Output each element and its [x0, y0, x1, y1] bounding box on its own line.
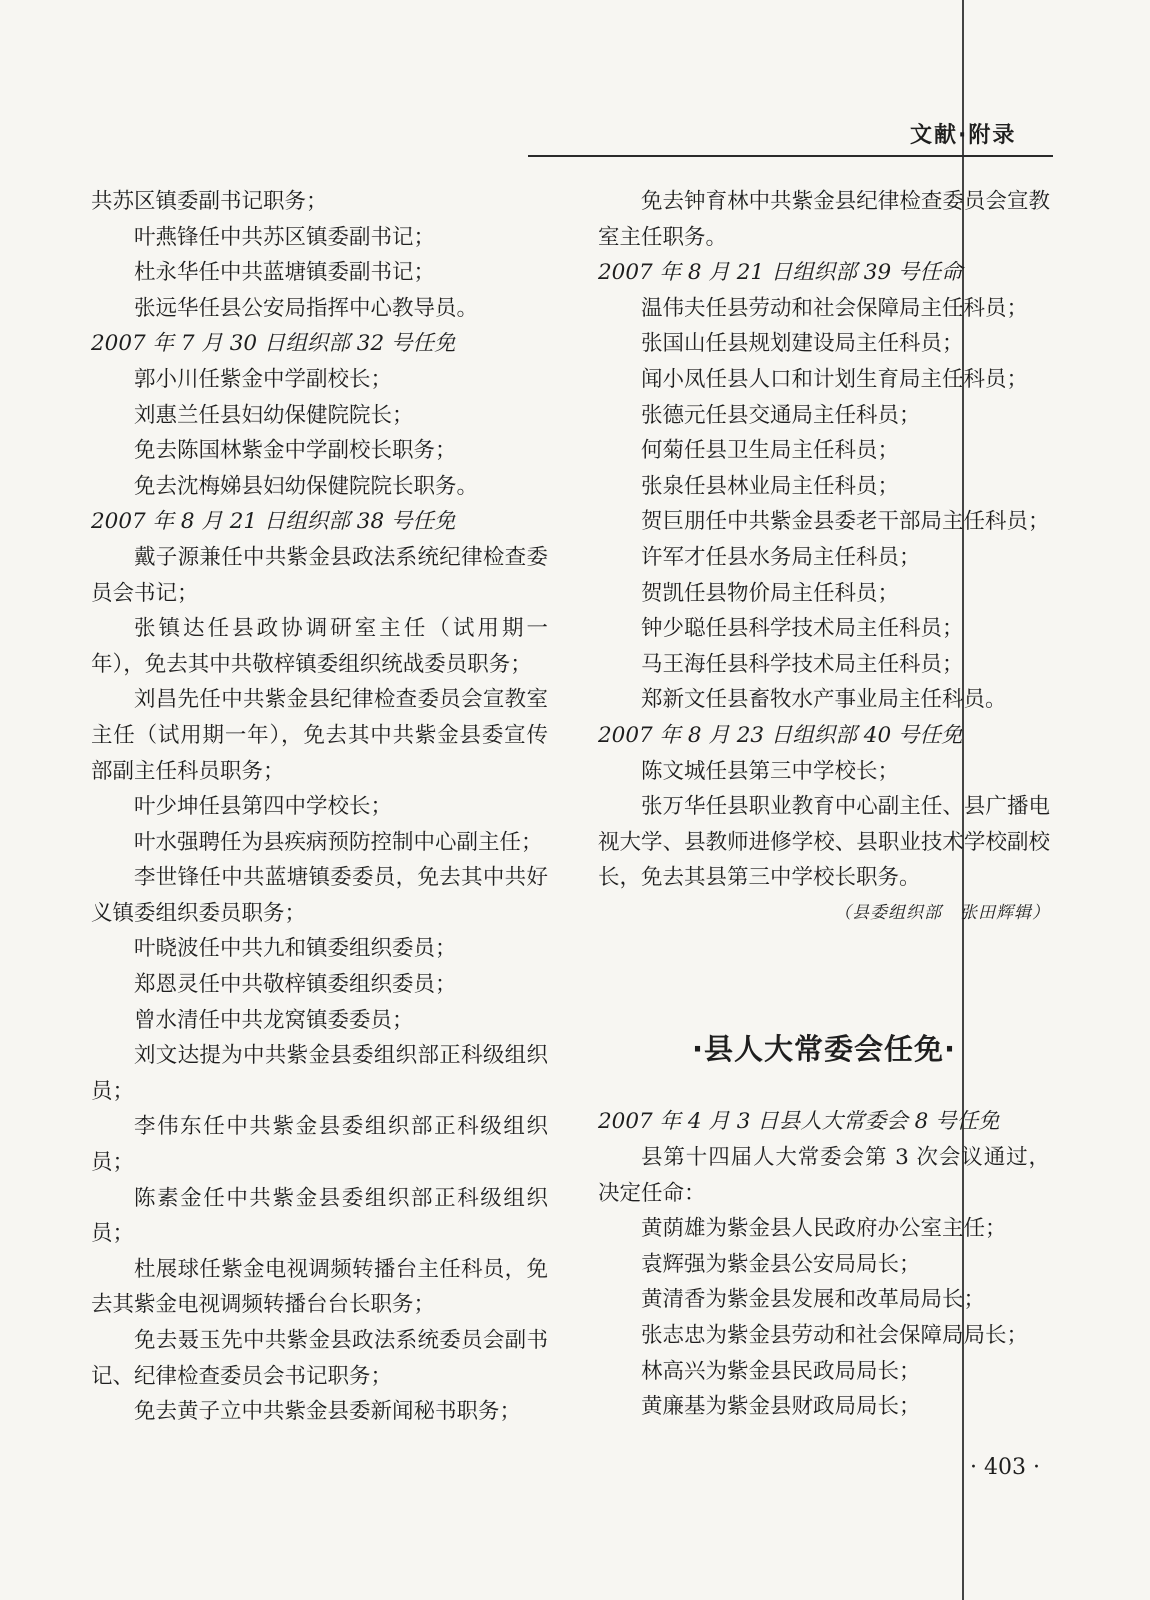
- appointment-paragraph: 何菊任县卫生局主任科员；: [641, 438, 900, 464]
- appointment-paragraph: 黄荫雄为紫金县人民政府办公室主任；: [641, 1216, 1007, 1242]
- appointment-paragraph: 张志忠为紫金县劳动和社会保障局局长；: [641, 1323, 1029, 1349]
- appointment-paragraph: 县第十四届人大常委会第 3 次会议通过，决定任命：: [598, 1145, 1050, 1206]
- order-heading: 2007 年 8 月 21 日组织部 39 号任命: [598, 260, 963, 286]
- appointment-paragraph: 林高兴为紫金县民政局局长；: [641, 1358, 921, 1384]
- section-title: ·县人大常委会任免·: [691, 1032, 957, 1067]
- appointment-paragraph: 免去聂玉先中共紫金县政法系统委员会副书记、纪律检查委员会书记职务；: [91, 1328, 548, 1389]
- appointment-paragraph: 刘昌先任中共紫金县纪律检查委员会宣教室主任（试用期一年），免去其中共紫金县委宣传部副主任科员职务；: [91, 687, 548, 784]
- order-heading: 2007 年 4 月 3 日县人大常委会 8 号任免: [598, 1109, 1000, 1135]
- appointment-paragraph: 郭小川任紫金中学副校长；: [134, 366, 393, 392]
- appointment-paragraph: 李伟东任中共紫金县委组织部正科级组织员；: [91, 1114, 548, 1176]
- appointment-paragraph: 陈文城任县第三中学校长；: [641, 758, 900, 784]
- appointment-paragraph: 叶水强聘任为县疾病预防控制中心副主任；: [134, 829, 543, 855]
- order-heading: 2007 年 7 月 30 日组织部 32 号任免: [91, 331, 456, 357]
- appointment-paragraph: 张国山任县规划建设局主任科员；: [641, 331, 964, 357]
- appointment-paragraph: 黄清香为紫金县发展和改革局局长；: [641, 1287, 986, 1313]
- appointment-paragraph: 刘惠兰任县妇幼保健院院长；: [134, 402, 414, 428]
- appointment-paragraph: 郑新文任县畜牧水产事业局主任科员。: [641, 687, 1007, 713]
- right-column: [598, 184, 1050, 1425]
- appointment-paragraph: 张万华任县职业教育中心副主任、县广播电视大学、县教师进修学校、县职业技术学校副校长，免去其县第三中学校长职务。: [598, 794, 1050, 891]
- appointment-paragraph: 张镇达任县政协调研室主任（试用期一年），免去其中共敬梓镇委组织统战委员职务；: [91, 616, 548, 677]
- left-column: [91, 184, 548, 1430]
- appointment-paragraph: 戴子源兼任中共紫金县政法系统纪律检查委员会书记；: [91, 544, 548, 606]
- appointment-paragraph: 刘文达提为中共紫金县委组织部正科级组织员；: [91, 1043, 548, 1104]
- continued-paragraph: 共苏区镇委副书记职务；: [91, 189, 328, 214]
- appointment-paragraph: 贺凯任县物价局主任科员；: [641, 580, 900, 606]
- appointment-paragraph: 温伟夫任县劳动和社会保障局主任科员；: [641, 295, 1029, 321]
- appointment-paragraph: 张泉任县林业局主任科员；: [641, 473, 900, 499]
- appointment-paragraph: 袁辉强为紫金县公安局局长；: [641, 1251, 921, 1277]
- editor-credit: （县委组织部 张田辉辑）: [834, 902, 1050, 923]
- page-number: · 403 ·: [970, 1455, 1040, 1480]
- appointment-paragraph: 钟少聪任县科学技术局主任科员；: [641, 616, 964, 642]
- appointment-paragraph: 叶少坤任县第四中学校长；: [134, 794, 393, 820]
- header-rule: [528, 155, 1053, 157]
- appointment-paragraph: 杜永华任中共蓝塘镇委副书记；: [134, 260, 436, 286]
- appointment-paragraph: 免去黄子立中共紫金县委新闻秘书职务；: [134, 1399, 522, 1425]
- appointment-paragraph: 免去沈梅娣县妇幼保健院院长职务。: [134, 473, 479, 499]
- appointment-paragraph: 免去陈国林紫金中学副校长职务；: [134, 438, 457, 464]
- appointment-paragraph: 郑恩灵任中共敬梓镇委组织委员；: [134, 972, 457, 998]
- appointment-paragraph: 马王海任县科学技术局主任科员；: [641, 651, 964, 677]
- order-heading: 2007 年 8 月 23 日组织部 40 号任免: [598, 722, 963, 748]
- appointment-paragraph: 叶晓波任中共九和镇委组织委员；: [134, 936, 457, 962]
- appointment-paragraph: 陈素金任中共紫金县委组织部正科级组织员；: [91, 1185, 548, 1247]
- appointment-paragraph: 许军才任县水务局主任科员；: [641, 544, 921, 570]
- running-header: 文献·附录: [910, 123, 1017, 148]
- appointment-paragraph: 张远华任县公安局指挥中心教导员。: [134, 295, 479, 321]
- appointment-paragraph: 杜展球任紫金电视调频转播台主任科员，免去其紫金电视调频转播台台长职务；: [91, 1256, 548, 1318]
- appointment-paragraph: 叶燕锋任中共苏区镇委副书记；: [134, 224, 436, 250]
- appointment-paragraph: 免去钟育林中共紫金县纪律检查委员会宣教室主任职务。: [598, 189, 1050, 250]
- appointment-paragraph: 曾水清任中共龙窝镇委委员；: [134, 1007, 414, 1033]
- appointment-paragraph: 贺巨朋任中共紫金县委老干部局主任科员；: [641, 509, 1050, 535]
- appointment-paragraph: 张德元任县交通局主任科员；: [641, 402, 921, 428]
- appointment-paragraph: 李世锋任中共蓝塘镇委委员，免去其中共好义镇委组织委员职务；: [91, 865, 548, 926]
- order-heading: 2007 年 8 月 21 日组织部 38 号任免: [91, 509, 456, 535]
- appointment-paragraph: 黄廉基为紫金县财政局局长；: [641, 1394, 921, 1420]
- appointment-paragraph: 闻小凤任县人口和计划生育局主任科员；: [641, 366, 1029, 392]
